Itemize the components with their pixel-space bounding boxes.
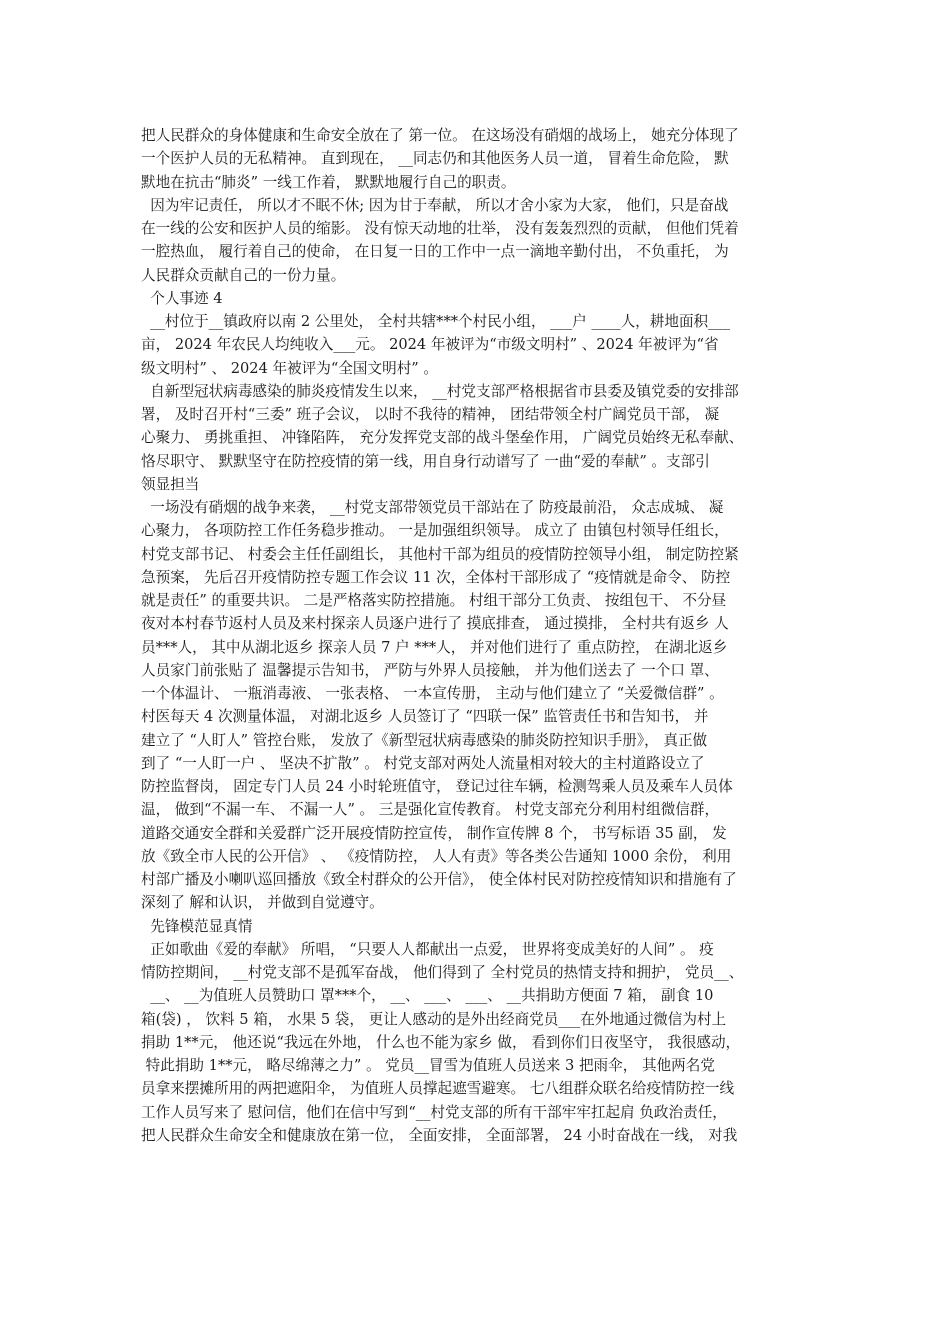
text-line: 情防控期间， __村党支部不是孤军奋战， 他们得到了 全村党员的热情支持和拥护， 党员__、	[141, 964, 744, 981]
text-line: 员拿来摆摊所用的两把遮阳伞， 为值班人员撑起遮雪避寒。 七八组群众联名给疫情防控一线	[141, 1080, 735, 1098]
text-line: __、 __为值班人员赞助口 罩***个， __、 ___、 ___、 __共捐助方便面 7 箱， 副食 10	[141, 987, 714, 1005]
text-line: 一腔热血， 履行着自己的使命， 在日复一日的工作中一点一滴地辛勤付出， 不负重托， 为	[141, 243, 729, 261]
text-line: 夜对本村春节返村人员及来村探亲人员逐户进行了 摸底排查， 通过摸排， 全村共有返乡 人	[141, 615, 729, 633]
text-line: 默地在抗击“肺炎” 一线工作着， 默默地履行自己的职责。	[141, 173, 516, 191]
text-line: 心聚力、 勇挑重担、 冲锋陷阵， 充分发挥党支部的战斗堡垒作用， 广阔党员始终无私奉献、	[141, 429, 744, 447]
text-line: 箱(袋) ， 饮料 5 箱， 水果 5 袋， 更让人感动的是外出经商党员___在外地通过微信为村上	[141, 1010, 727, 1028]
text-line: 到了 “一人盯一户 、 坚决不扩散” 。 村党支部对两处人流量相对较大的主村道路设立了	[141, 754, 705, 772]
text-line: 个人事迹 4	[141, 289, 223, 307]
text-line: 捐助 1**元， 他还说“我远在外地， 什么也不能为家乡 做， 看到你们日夜坚守， 我很感动，	[141, 1033, 741, 1051]
text-line: 先锋模范显真情	[141, 917, 253, 935]
text-line: 恪尽职守、 默默坚守在防控疫情的第一线，用自身行动谱写了 一曲“爱的奉献” 。支部引	[141, 452, 710, 470]
text-line: 工作人员写来了 慰问信，他们在信中写到“__村党支部的所有干部牢牢扛起肩 负政治责任，	[141, 1103, 727, 1121]
text-line: 因为牢记责任， 所以才不眠不休; 因为甘于奉献， 所以才舍小家为大家， 他们，只是奋战	[141, 196, 729, 214]
text-line: 一个体温计、 一瓶消毒液、 一张表格、 一本宣传册， 主动与他们建立了 “关爱微信群” 。	[141, 685, 724, 702]
text-line: 深刻了 解和认识， 并做到自觉遵守。	[141, 894, 384, 912]
text-line: 领显担当	[141, 475, 200, 493]
text-line: __村位于__镇政府以南 2 公里处， 全村共辖***个村民小组， ___户 ____人，耕地面积___	[141, 313, 731, 330]
text-line: 一场没有硝烟的战争来袭， __村党支部带领党员干部站在了 防疫最前沿， 众志成城、 凝	[141, 499, 724, 516]
text-line: 温， 做到“不漏一车、 不漏一人” 。 三是强化宣传教育。 村党支部充分利用村组微信群，	[141, 801, 720, 819]
text-line: 心聚力， 各项防控工作任务稳步推动。 一是加强组织领导。 成立了 由镇包村领导任组长，	[141, 522, 729, 540]
text-line: 村党支部书记、 村委会主任任副组长， 其他村干部为组员的疫情防控领导小组， 制定防控紧	[141, 545, 739, 563]
text-line: 正如歌曲《爱的奉献》 所唱， “只要人人都献出一点爱， 世界将变成美好的人间” 。 疫	[141, 940, 714, 958]
text-line: 村部广播及小喇叭巡回播放《致全村群众的公开信》， 使全体村民对防控疫情知识和措施有了	[141, 871, 737, 888]
text-line: 一个医护人员的无私精神。 直到现在， __同志仍和其他医务人员一道， 冒着生命危险， 默	[141, 150, 729, 168]
text-line: 人民群众贡献自己的一份力量。	[141, 266, 346, 284]
text-line: 在一线的公安和医护人员的缩影。 没有惊天动地的壮举， 没有轰轰烈烈的贡献， 但他们凭着	[141, 220, 739, 237]
text-line: 就是责任” 的重要共识。 二是严格落实防控措施。 村组干部分工负责、 按组包干、 不分昼	[141, 592, 727, 609]
text-line: 急预案， 先后召开疫情防控专题工作会议 11 次，全体村干部形成了 “疫情就是命令、 防控	[141, 568, 731, 586]
text-line: 道路交通安全群和关爱群广泛开展疫情防控宣传， 制作宣传牌 8 个， 书写标语 35 副， 发	[141, 824, 727, 842]
text-line: 级文明村” 、 2024 年被评为“全国文明村” 。	[141, 359, 438, 377]
text-line: 防控监督岗， 固定专门人员 24 小时轮班值守， 登记过往车辆，检测驾乘人员及乘车人员体	[141, 778, 733, 795]
text-line: 人员家门前张贴了 温馨提示告知书， 严防与外界人员接触， 并为他们送去了 一个口 罩、	[141, 661, 719, 679]
text-line: 员***人， 其中从湖北返乡 探亲人员 7 户 ***人， 并对他们进行了 重点防控， 在湖北返乡	[141, 638, 728, 656]
text-line: 村医每天 4 次测量体温， 对湖北返乡 人员签订了 “四联一保” 监管责任书和告知书， 并	[141, 708, 709, 726]
text-line: 特此捐助 1**元， 略尽绵薄之力” 。 党员__冒雪为值班人员送来 3 把雨伞， 其他两名党	[141, 1057, 715, 1074]
text-line: 署， 及时召开村“三委” 班子会议， 以时不我待的精神， 团结带领全村广阔党员干部， 凝	[141, 406, 720, 423]
text-line: 建立了 “人盯人” 管控台账， 发放了《新型冠状病毒感染的肺炎防控知识手册》， 真正做	[141, 731, 708, 749]
text-line: 自新型冠状病毒感染的肺炎疫情发生以来， __村党支部严格根据省市县委及镇党委的安排部	[141, 382, 739, 400]
document-page	[141, 124, 811, 1147]
text-line: 放《致全市人民的公开信》 、 《疫情防控， 人人有责》等各类公告通知 1000 余份， 利用	[141, 847, 732, 865]
text-line: 把人民群众的身体健康和生命安全放在了 第一位。 在这场没有硝烟的战场上， 她充分体现了	[141, 127, 739, 144]
text-line: 亩， 2024 年农民人均纯收入___元。 2024 年被评为“市级文明村” 、2024 年被评为“省	[141, 336, 719, 354]
text-line: 把人民群众生命安全和健康放在第一位， 全面安排， 全面部署， 24 小时奋战在一线， 对我	[141, 1126, 738, 1144]
